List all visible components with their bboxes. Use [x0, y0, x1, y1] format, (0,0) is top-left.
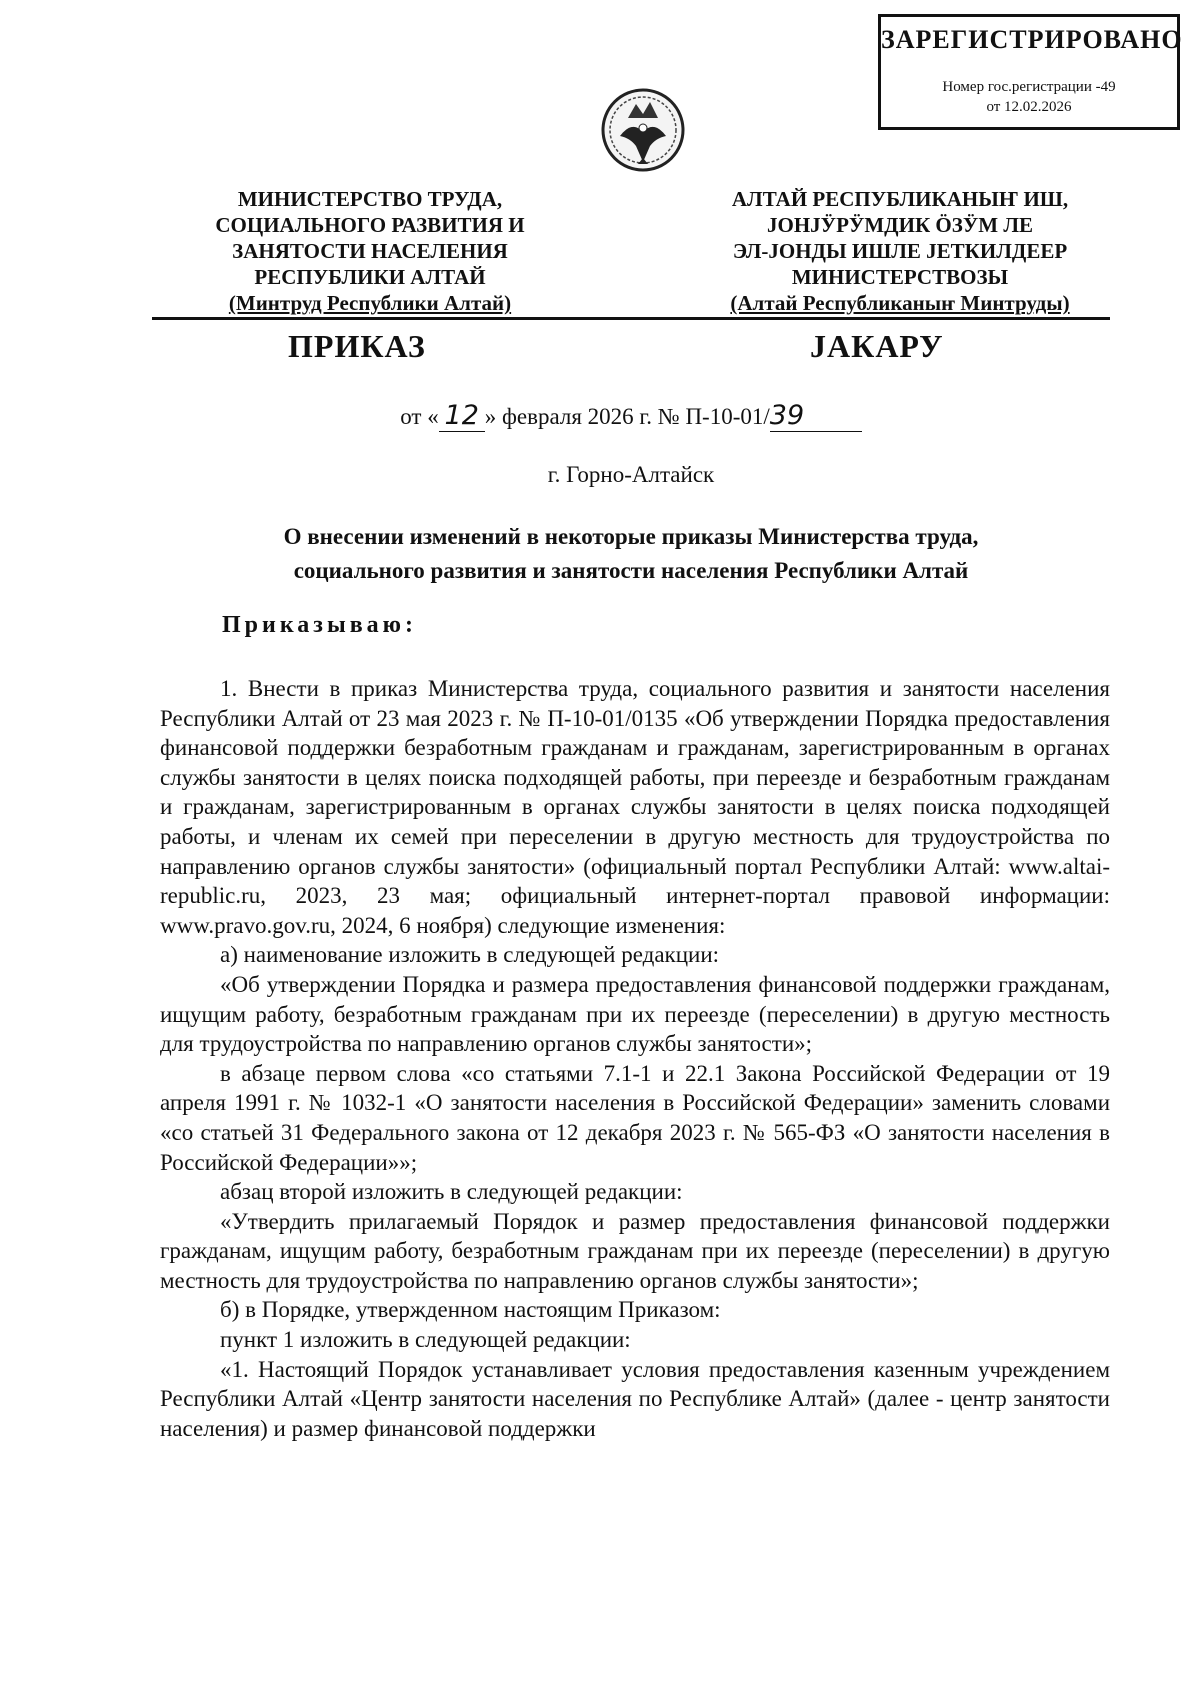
handwritten-order-number: 39 [770, 400, 862, 432]
header-divider [152, 317, 1110, 320]
header-line: МИНИСТЕРСТВО ТРУДА, [237, 187, 503, 211]
paragraph: пункт 1 изложить в следующей редакции: [220, 1327, 631, 1353]
paragraph: «Утвердить прилагаемый Порядок и размер предоставления финансовой поддержки гражданам, ищущим работу, безработным гражданам при их переезде (переселении) в другую местность для трудоустройства по направлению органов службы занятости»; [160, 1208, 1110, 1293]
header-line: АЛТАЙ РЕСПУБЛИКАНЫҤ ИШ, [731, 187, 1069, 211]
paragraph: «1. Настоящий Порядок устанавливает условия предоставления казенным учреждением Республики Алтай «Центр занятости населения по Республике Алтай» (далее - центр занятости населения) и размер финансовой поддержки [160, 1356, 1110, 1441]
order-date-line [152, 400, 1110, 432]
header-short-name: (Алтай Республиканыҥ Минтруды) [730, 291, 1070, 315]
paragraph: абзац второй изложить в следующей редакции: [220, 1179, 683, 1205]
header-line: СОЦИАЛЬНОГО РАЗВИТИЯ И [215, 213, 525, 237]
handwritten-day: 12 [439, 400, 485, 432]
stamp-title: ЗАРЕГИСТРИРОВАНО [881, 25, 1183, 54]
prikazyvayu-heading: Приказываю: [222, 612, 417, 638]
registration-stamp [878, 14, 1183, 130]
date-middle: » февраля 2026 г. № П-10-01/ [484, 404, 770, 429]
paragraph: в абзаце первом слова «со статьями 7.1-1 и 22.1 Закона Российской Федерации от 19 апреля 1991 г. № 1032-1 «О занятости населения в Российской Федерации» заменить словами «со статьей 31 Федерального закона от 12 декабря 2023 г. № 565-ФЗ «О занятости населения в Российской Федерации»»; [160, 1060, 1110, 1175]
ministry-header-altai [700, 186, 1100, 316]
header-line: РЕСПУБЛИКИ АЛТАЙ [254, 265, 486, 289]
order-word-altai: ЈАКАРУ [810, 328, 944, 364]
document-body [160, 674, 1110, 1443]
paragraph: 1. Внести в приказ Министерства труда, социального развития и занятости населения Республики Алтай от 23 мая 2023 г. № П-10-01/0135 «Об утверждении Порядка предоставления финансовой поддержки безработным гражданам и гражданам, зарегистрированным в органах службы занятости в целях поиска подходящей работы, при переезде и безработным гражданам и гражданам, зарегистрированным в органах службы занятости в целях поиска подходящей работы, и членам их семей при переселении в другую местность для трудоустройства по направлению органов службы занятости» (официальный портал Республики Алтай: www.altai-republic.ru, 2023, 23 мая; официальный интернет-портал правовой информации: www.pravo.gov.ru, 2024, 6 ноября) следующие изменения: [160, 676, 1110, 938]
header-line: МИНИСТЕРСТВОЗЫ [791, 265, 1009, 289]
paragraph: «Об утверждении Порядка и размера предоставления финансовой поддержки гражданам, ищущим работу, безработным гражданам при их переезде (переселении) в другую местность для трудоустройства по направлению органов службы занятости»; [160, 971, 1110, 1057]
paragraph: б) в Порядке, утвержденном настоящим Приказом: [220, 1297, 721, 1323]
document-title [152, 520, 1110, 588]
title-line: О внесении изменений в некоторые приказы Министерства труда, [283, 524, 979, 549]
title-line: социального развития и занятости населения Республики Алтай [293, 558, 969, 583]
stamp-reg-date: от 12.02.2026 [986, 99, 1072, 115]
city: г. Горно-Алтайск [547, 462, 715, 487]
order-word-russian: ПРИКАЗ [288, 328, 426, 364]
header-line: ЈОНЈӰРӰМДИК ӦЗӰМ ЛЕ [767, 213, 1033, 237]
ministry-header-russian [200, 186, 540, 316]
date-prefix: от « [400, 404, 439, 429]
coat-of-arms-emblem-icon [598, 80, 688, 180]
paragraph: а) наименование изложить в следующей редакции: [220, 942, 720, 968]
header-line: ЗАНЯТОСТИ НАСЕЛЕНИЯ [232, 239, 508, 263]
stamp-reg-number: Номер гос.регистрации -49 [942, 79, 1116, 95]
header-line: ЭЛ-ЈОНДЫ ИШЛЕ ЈЕТКИЛДЕЕР [732, 239, 1068, 263]
header-short-name: (Минтруд Республики Алтай) [228, 291, 512, 315]
